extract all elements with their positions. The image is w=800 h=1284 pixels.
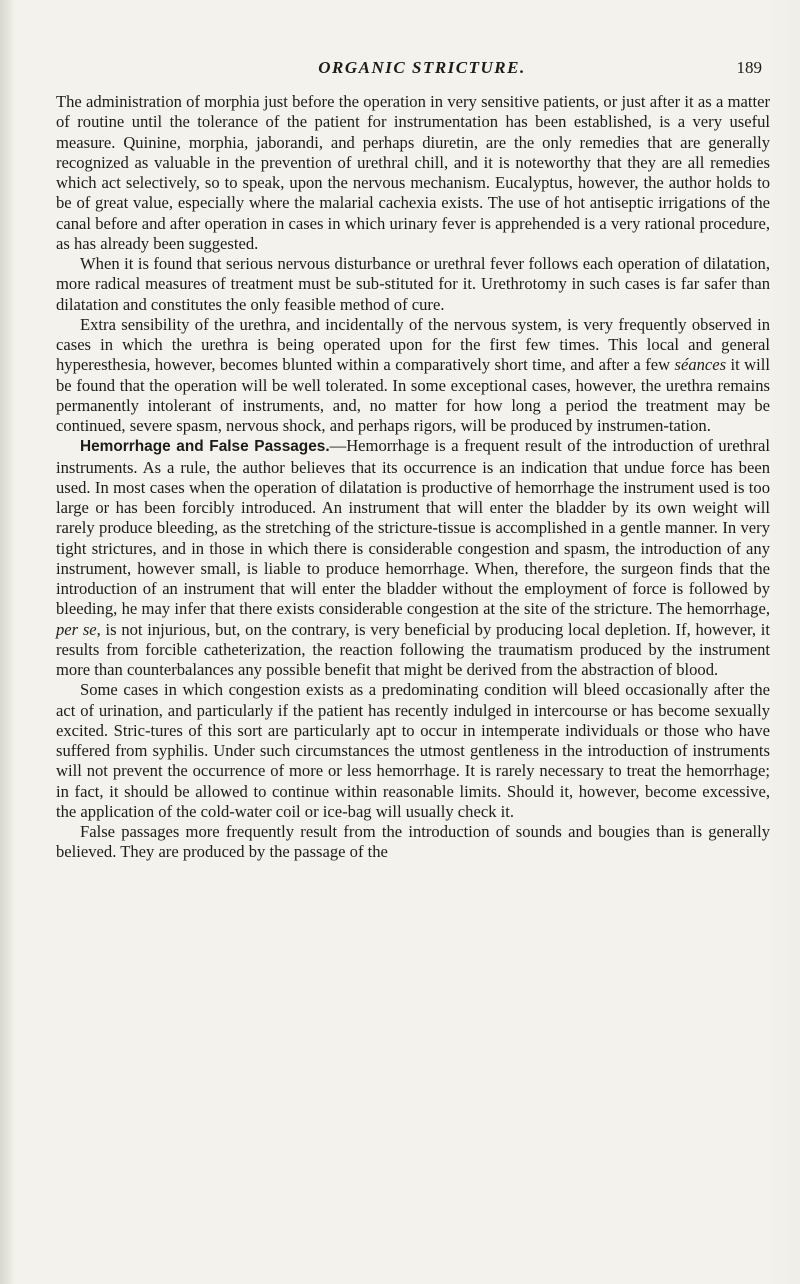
paragraph-text: Some cases in which congestion exists as a predominating condition will bleed occasionally after the act of urination, and particularly if the patient has recently indulged in intercourse or has become sexually excited. Stric-tures of this sort are particularly apt to occur in intemperate individuals or those who have suffered from syphilis. Under such circumstances the utmost gentleness in the introduction of instruments will not prevent the occurrence of more or less hemorrhage. It is rarely necessary to treat the hemorrhage; in fact, it should be allowed to continue within reasonable limits. Should it, however, become excessive, the application of the cold-water coil or ice-bag will usually check it. — [56, 680, 770, 821]
paragraph-text: The administration of morphia just before the operation in very sensitive patients, or just after it as a matter of routine until the tolerance of the patient for instrumentation has been established, is a very useful measure. Quinine, morphia, jaborandi, and perhaps diuretin, are the only remedies that are generally recognized as valuable in the prevention of urethral chill, and it is noteworthy that they are all remedies which act selectively, so to speak, upon the nervous mechanism. Eucalyptus, however, the author holds to be of great value, especially where the malarial cachexia exists. The use of hot antiseptic irrigations of the canal before and after operation in cases in which urinary fever is apprehended is a very rational procedure, as has already been suggested. — [56, 92, 770, 253]
running-head — [82, 58, 762, 82]
page-binding-shadow — [0, 0, 14, 1284]
running-title: ORGANIC STRICTURE. — [318, 58, 526, 77]
paragraph-extra-sensibility — [56, 315, 770, 437]
section-heading: Hemorrhage and False Passages. — [80, 438, 330, 456]
paragraph-text: —Hemorrhage is a frequent result of the introduction of urethral instruments. As a rule, the author believes that its occurrence is an indication that undue force has been used. In most cases when the operation of dilatation is productive of hemorrhage the instrument used is too large or has been forcibly introduced. An instrument that will enter the bladder by its own weight will rarely produce bleeding, as the stretching of the stricture-tissue is accomplished in a gentle manner. In very tight strictures, and in those in which there is considerable congestion and spasm, the introduction of any instrument, however small, is liable to produce hemorrhage. When, therefore, the surgeon finds that the introduction of an instrument that will enter the bladder without the employment of force is followed by bleeding, he may infer that there exists considerable congestion at the site of the stricture. The hemorrhage, — [56, 436, 770, 619]
italic-term: per se — [56, 619, 97, 639]
body-text — [56, 92, 770, 863]
paragraph-urethral-fever — [56, 254, 770, 315]
paragraph-text: Extra sensibility of the urethra, and incidentally of the nervous system, is very frequently observed in cases in which the urethra is being operated upon for the first few times. This local and general hyperesthesia, however, becomes blunted within a comparatively short time, and after a few — [56, 314, 770, 375]
page-number: 189 — [736, 58, 762, 77]
paragraph-text: When it is found that serious nervous disturbance or urethral fever follows each operation of dilatation, more radical measures of treatment must be sub-stituted for it. Urethrotomy in such cases is far safer than dilatation and constitutes the only feasible method of cure. — [56, 254, 770, 314]
paragraph-text: False passages more frequently result from the introduction of sounds and bougies than is generally believed. They are produced by the passage of the — [56, 822, 770, 862]
paragraph-text: it will be found that the operation will be well tolerated. In some exceptional cases, however, the urethra remains permanently intolerant of instruments, and, no matter for how long a period the treatment may be continued, severe spasm, nervous shock, and perhaps rigors, will be produced by instrumen-tation. — [56, 355, 770, 435]
paragraph-false-passages — [56, 822, 770, 863]
paragraph-hemorrhage — [56, 436, 770, 680]
italic-term: séances — [674, 355, 727, 375]
paragraph-morphia — [56, 92, 770, 254]
paragraph-text: , is not injurious, but, on the contrary, is very beneficial by producing local depletion. If, however, it results from forcible catheterization, the reaction following the traumatism produced by the instrument more than counterbalances any possible benefit that might be derived from the abstraction of blood. — [56, 619, 771, 679]
paragraph-congestion — [56, 680, 770, 822]
